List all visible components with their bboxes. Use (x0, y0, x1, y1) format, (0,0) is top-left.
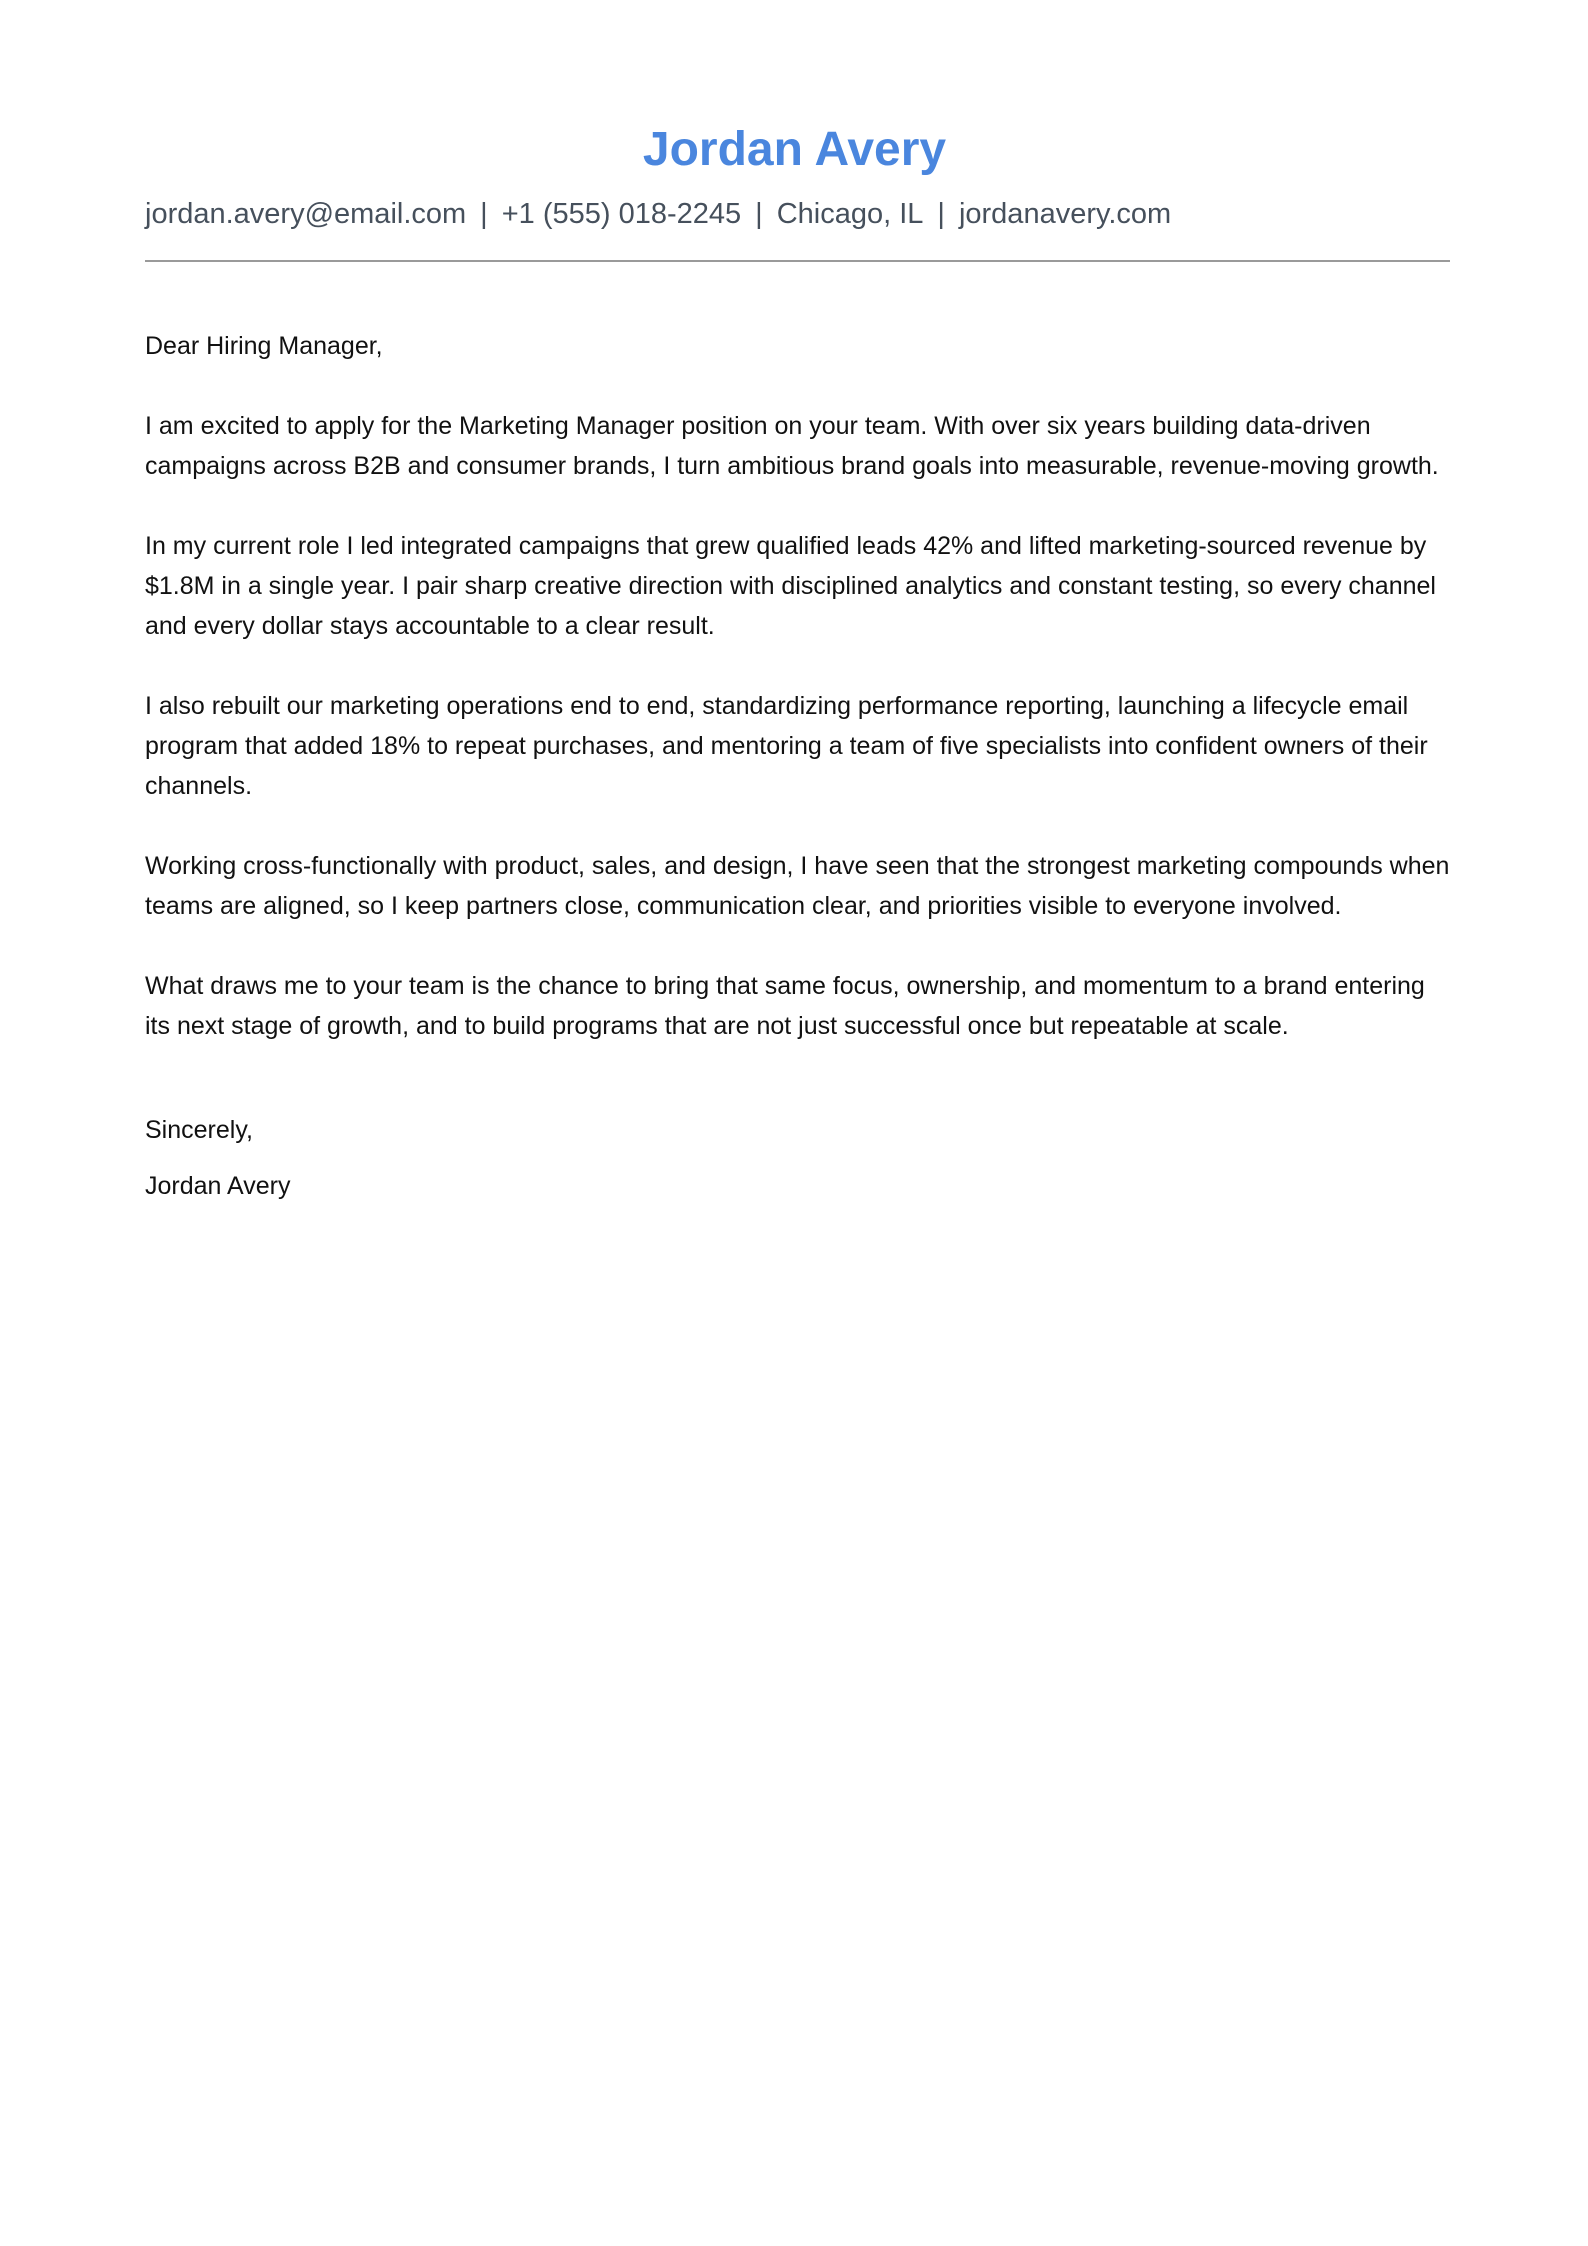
letter-paragraph-1: I am excited to apply for the Marketing Manager position on your team. With over six years building data-driven campaigns across B2B and consumer brands, I turn ambitious brand goals into measurable, revenue-moving growth. (145, 412, 1439, 480)
letter-greeting: Dear Hiring Manager, (145, 332, 383, 360)
contact-separator: | (755, 198, 763, 230)
contact-line (145, 194, 1444, 234)
contact-location: Chicago, IL (776, 198, 924, 230)
applicant-name: Jordan Avery (642, 123, 947, 176)
letter-signoff: Sincerely, (145, 1116, 253, 1144)
contact-website: jordanavery.com (958, 198, 1172, 230)
contact-separator: | (480, 198, 488, 230)
letter-body (145, 326, 1450, 1206)
header-divider (145, 260, 1450, 262)
letter-header (145, 118, 1444, 262)
contact-phone: +1 (555) 018-2245 (501, 198, 742, 230)
contact-separator: | (937, 198, 945, 230)
letter-closing (145, 1110, 1450, 1206)
letter-paragraph-2: In my current role I led integrated campaigns that grew qualified leads 42% and lifted marketing-sourced revenue by $1.8M in a single year. I pair sharp creative direction with disciplined analytics and constant testing, so every channel and every dollar stays accountable to a clear result. (145, 532, 1436, 640)
letter-paragraph-4: Working cross-functionally with product, sales, and design, I have seen that the strongest marketing compounds when teams are aligned, so I keep partners close, communication clear, and priorities visible to everyone involved. (145, 852, 1450, 920)
letter-paragraph-5: What draws me to your team is the chance to bring that same focus, ownership, and momentum to a brand entering its next stage of growth, and to build programs that are not just successful once but repeatable at scale. (145, 972, 1425, 1040)
letter-paragraph-3: I also rebuilt our marketing operations end to end, standardizing performance reporting, launching a lifecycle email program that added 18% to repeat purchases, and mentoring a team of five specialists into confident owners of their channels. (145, 692, 1428, 800)
contact-email: jordan.avery@email.com (145, 198, 467, 230)
letter-signature: Jordan Avery (145, 1172, 291, 1200)
